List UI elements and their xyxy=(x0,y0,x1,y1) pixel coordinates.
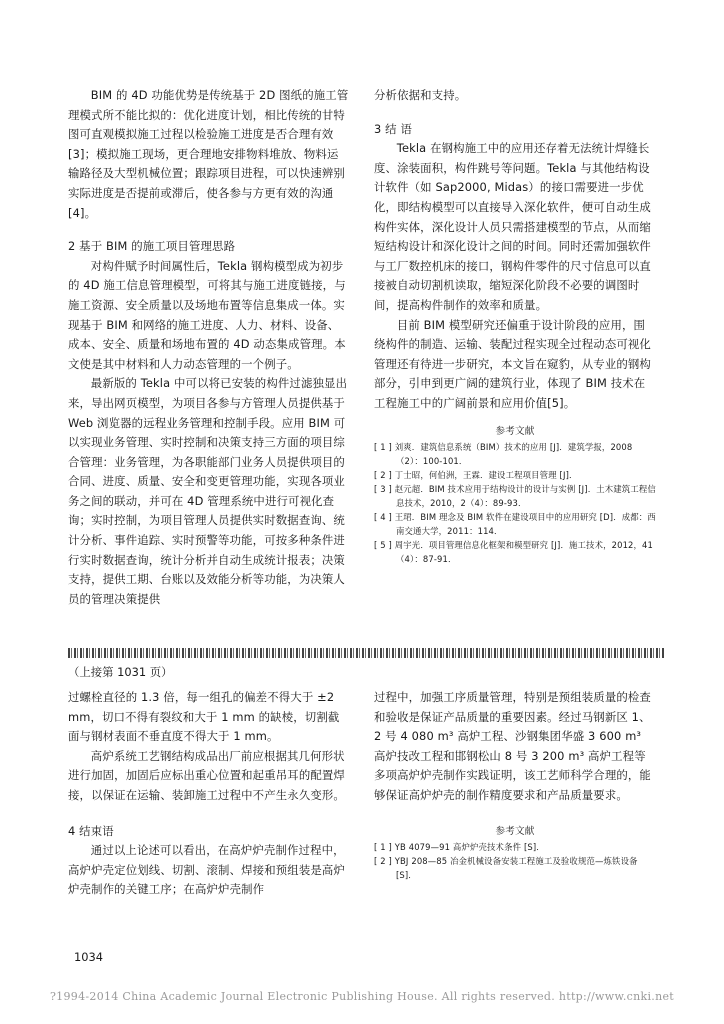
bottom-left-column xyxy=(68,688,350,900)
references-2-list xyxy=(374,840,656,882)
top-left-paragraph-1: 2 基于 BIM 的施工项目管理思路 xyxy=(68,239,236,254)
reference-1-item-3: [ 4 ] 王珺．BIM 理念及 BIM 软件在建设项目中的应用研究 [D]．成都：西南交通大学，2011：114． xyxy=(374,511,656,536)
top-left-paragraph-0: BIM 的 4D 功能优势是传统基于 2D 图纸的施工管理模式所不能比拟的：优化进度计划，相比传统的甘特图可直观模拟施工过程以检验施工进度是否合理有效[3]；模拟施工现场，更合理地安排物料堆放、物料运输路径及大型机械位置；跟踪项目进程，可以快速辨别实际进度是否提前或滞后，使各参与方更有效的沟通[4]。 xyxy=(68,88,349,220)
references-2-title: 参考文献 xyxy=(495,825,535,837)
references-2 xyxy=(374,824,656,882)
references-1 xyxy=(374,424,656,566)
top-left-paragraph-3: 最新版的 Tekla 中可以将已安装的构件过滤独显出来，导出网页模型，为项目各参与方管理人员提供基于 Web 浏览器的远程业务管理和控制手段。应用 BIM 可以实现业务管理、实时控制和决策支持三方面的项目综合管理：业务管理，为各职能部门业务人员提供项目的合同、进度、质量、安全和变更管理功能，实现各项业务之间的联动，并可在 4D 管理系统中进行可视化查询；实时控制，为项目管理人员提供实时数据查询、统计分析、事件追踪、实时预警等功能，可按多种条件进行实时数据查询，统计分析并自动生成统计报表；决策支持，提供工期、台账以及效能分析等功能，为决策人员的管理决策提供 xyxy=(68,376,348,606)
reference-1-item-2: [ 3 ] 赵元超．BIM 技术应用于结构设计的设计与实例 [J]．土木建筑工程信息技术，2010，2（4）：89-93． xyxy=(374,483,656,508)
top-left-paragraph-2: 对构件赋予时间属性后，Tekla 钢构模型成为初步的 4D 施工信息管理模型，可将其与施工进度链接，与施工资源、安全质量以及场地布置等信息集成一体。实现基于 BIM 和网络的施工进度、人力、材料、设备、成本、安全、质量和场地布置的 4D 动态集成管理。本文使是其中材料和人力动态管理的一个例子。 xyxy=(68,258,346,371)
bottom-right-paragraph-0: 过程中，加强工序质量管理，特别是预组装质量的检查和验收是保证产品质量的重要因素。经过马钢新区 1、2 号 4 080 m³ 高炉工程、沙钢集团华盛 3 600 m³ 高炉技改工程和邯钢松山 8 号 3 200 m³ 高炉工程等多项高炉炉壳制作实践证明，该工艺师科学合理的，能够保证高炉炉壳的制作精度要求和产品质量要求。 xyxy=(374,690,651,802)
top-right-paras xyxy=(374,86,656,414)
reference-2-item-0: [ 1 ] YB 4079—91 高炉炉壳技术条件 [S]． xyxy=(374,841,545,852)
reference-1-item-0: [ 1 ] 刘爽．建筑信息系统（BIM）技术的应用 [J]．建筑学报，2008（2）：100-101． xyxy=(374,441,633,466)
top-left-column xyxy=(68,86,350,609)
bottom-left-paragraph-0: 过螺栓直径的 1.3 倍，每一组孔的偏差不得大于 ±2 mm，切口不得有裂纹和大于 1 mm 的缺棱，切割截面与钢材表面不垂直度不得大于 1 mm。 xyxy=(68,690,340,744)
page-number: 1034 xyxy=(74,950,103,964)
bottom-right-column xyxy=(374,688,656,882)
top-right-paragraph-1: 3 结 语 xyxy=(374,121,413,136)
reference-1-item-1: [ 2 ] 丁士昭，何伯洲，王霖．建设工程项目管理 [J]． xyxy=(374,469,578,480)
references-1-list xyxy=(374,440,656,566)
bottom-left-paragraph-1: 高炉系统工艺钢结构成品出厂前应根据其几何形状进行加固，加固后应标出重心位置和起重吊耳的配置焊接，以保证在运输、装卸施工过程中不产生永久变形。 xyxy=(68,748,345,802)
references-1-title: 参考文献 xyxy=(495,425,535,437)
top-right-column xyxy=(374,86,656,566)
top-right-paragraph-3: 目前 BIM 模型研究还偏重于设计阶段的应用，围绕构件的制造、运输、装配过程实现全过程动态可视化管理还有待进一步研究，本文旨在窥豹，从专业的钢构部分，引申到更广阔的建筑行业，体现了 BIM 技术在工程施工中的广阔前景和应用价值[5]。 xyxy=(374,317,651,410)
reference-2-item-1: [ 2 ] YBJ 208—85 冶金机械设备安装工程施工及验收规范—炼铁设备 [S]． xyxy=(374,855,638,880)
reference-1-item-4: [ 5 ] 周宇光．项目管理信息化框架和模型研究 [J]．施工技术，2012，41（4）：87-91． xyxy=(374,539,654,564)
bottom-left-paragraph-2: 4 结束语 xyxy=(68,823,114,838)
top-right-paragraph-2: Tekla 在钢构施工中的应用还存着无法统计焊缝长度、涂装面积，构件跳号等问题。Tekla 与其他结构设计软件（如 Sap2000, Midas）的接口需要进一步优化，即结构模型可以直接导入深化软件，便可自动生成构件实体，深化设计人员只需搭建模型的节点，从而缩短结构设计和深化设计之间的时间。同时还需加强软件与工厂数控机床的接口，钢构件零件的尺寸信息可以直接被自动切割机读取，缩短深化阶段不必要的调图时间，提高构件制作的效率和质量。 xyxy=(374,141,651,312)
bottom-right-paras xyxy=(374,688,656,806)
top-right-paragraph-0: 分析依据和支持。 xyxy=(374,88,467,102)
bottom-left-paragraph-3: 通过以上论述可以看出，在高炉炉壳制作过程中，高炉炉壳定位划线、切割、滚制、焊接和预组装是高炉炉壳制作的关键工序；在高炉炉壳制作 xyxy=(68,843,345,897)
copyright-footer: ?1994-2014 China Academic Journal Electronic Publishing House. All rights reserved. http://www.cnki.net xyxy=(49,990,674,1003)
section-separator xyxy=(68,648,664,658)
continued-from-label: （上接第 1031 页） xyxy=(68,665,173,679)
